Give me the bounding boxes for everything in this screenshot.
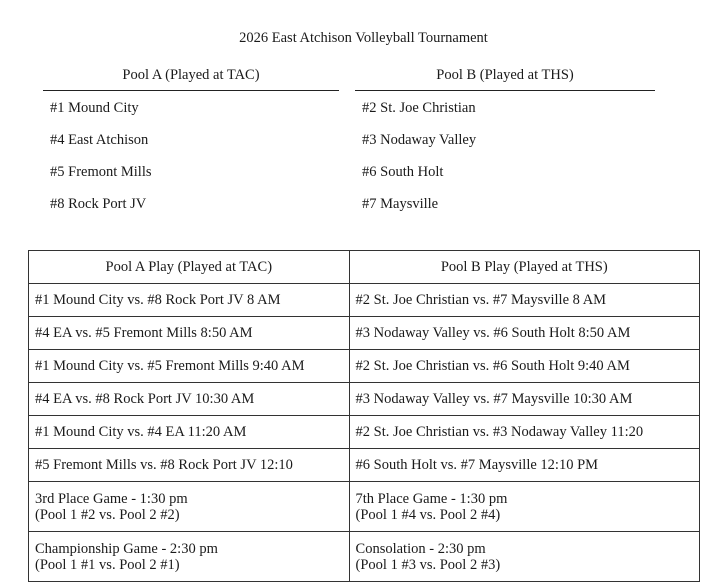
game-matchup: (Pool 1 #3 vs. Pool 2 #3) xyxy=(355,556,501,573)
document-title: 2026 East Atchison Volleyball Tournament xyxy=(239,30,488,46)
pool-a-team: #4 East Atchison xyxy=(50,132,149,148)
pool-b-match: #2 St. Joe Christian vs. #7 Maysville 8 AM xyxy=(349,284,699,317)
game-title: Consolation - 2:30 pm xyxy=(355,540,486,557)
table-row xyxy=(29,317,700,350)
game-matchup: (Pool 1 #2 vs. Pool 2 #2) xyxy=(35,506,180,523)
pool-a-match: #1 Mound City vs. #5 Fremont Mills 9:40 AM xyxy=(29,350,350,383)
game-title: Championship Game - 2:30 pm xyxy=(35,540,218,557)
pool-a-match: #1 Mound City vs. #8 Rock Port JV 8 AM xyxy=(29,284,350,317)
pool-a-team: #5 Fremont Mills xyxy=(50,164,152,180)
pool-b-header: Pool B (Played at THS) xyxy=(355,67,655,91)
pool-b-match: #2 St. Joe Christian vs. #6 South Holt 9:40 AM xyxy=(349,350,699,383)
pool-b-match: #6 South Holt vs. #7 Maysville 12:10 PM xyxy=(349,449,699,482)
championship-game xyxy=(29,532,350,582)
game-title: 3rd Place Game - 1:30 pm xyxy=(35,490,188,507)
pool-a-header: Pool A (Played at TAC) xyxy=(43,67,339,91)
pool-a-match: #4 EA vs. #5 Fremont Mills 8:50 AM xyxy=(29,317,350,350)
pool-a-match: #5 Fremont Mills vs. #8 Rock Port JV 12:10 xyxy=(29,449,350,482)
pool-b-team: #3 Nodaway Valley xyxy=(362,132,477,148)
game-title: 7th Place Game - 1:30 pm xyxy=(355,490,508,507)
pool-b-play-header: Pool B Play (Played at THS) xyxy=(349,251,699,284)
table-row xyxy=(29,284,700,317)
pool-b-team-list xyxy=(355,92,655,220)
game-matchup: (Pool 1 #1 vs. Pool 2 #1) xyxy=(35,556,180,573)
table-row xyxy=(29,482,700,532)
table-row xyxy=(29,416,700,449)
pool-b-match: #2 St. Joe Christian vs. #3 Nodaway Valley 11:20 xyxy=(349,416,699,449)
pool-a-section xyxy=(43,67,339,220)
game-matchup: (Pool 1 #4 vs. Pool 2 #4) xyxy=(355,506,501,523)
table-row xyxy=(29,350,700,383)
seventh-place-game xyxy=(349,482,699,532)
pool-b-team: #2 St. Joe Christian xyxy=(362,100,476,116)
schedule-header-row xyxy=(29,251,700,284)
pool-a-team: #8 Rock Port JV xyxy=(50,196,147,212)
table-row xyxy=(29,532,700,582)
table-row xyxy=(29,449,700,482)
schedule-table xyxy=(28,250,700,582)
third-place-game xyxy=(29,482,350,532)
pool-a-play-header: Pool A Play (Played at TAC) xyxy=(29,251,350,284)
pool-a-match: #4 EA vs. #8 Rock Port JV 10:30 AM xyxy=(29,383,350,416)
pool-b-match: #3 Nodaway Valley vs. #6 South Holt 8:50 AM xyxy=(349,317,699,350)
table-row xyxy=(29,383,700,416)
consolation-game xyxy=(349,532,699,582)
pool-b-section xyxy=(355,67,655,220)
pool-b-team: #6 South Holt xyxy=(362,164,444,180)
pool-a-team: #1 Mound City xyxy=(50,100,139,116)
pool-b-team: #7 Maysville xyxy=(362,196,439,212)
pool-a-team-list xyxy=(43,92,339,220)
pool-b-match: #3 Nodaway Valley vs. #7 Maysville 10:30 AM xyxy=(349,383,699,416)
pool-a-match: #1 Mound City vs. #4 EA 11:20 AM xyxy=(29,416,350,449)
